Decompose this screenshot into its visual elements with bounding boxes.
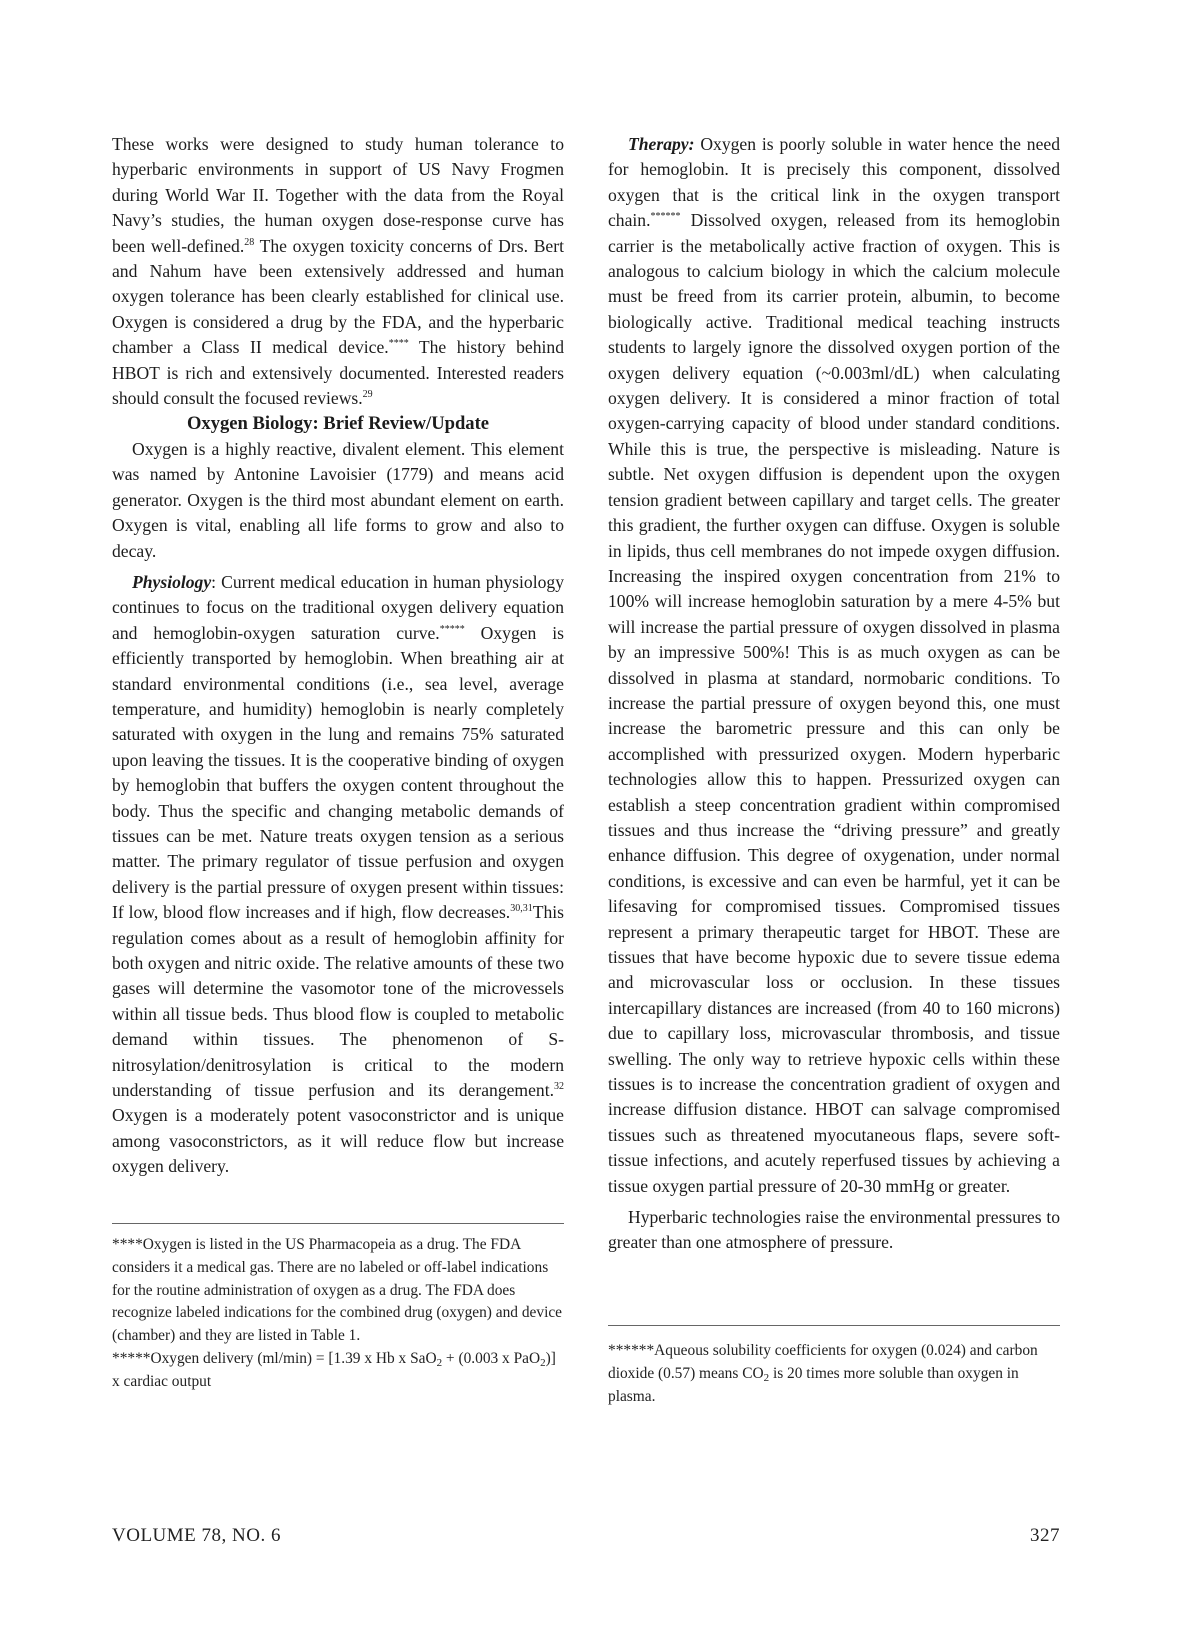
- text-run: Oxygen is a moderately potent vasoconstrictor and is unique among vasoconstrictors, as it will reduce flow but increase oxygen delivery.: [112, 1105, 564, 1177]
- body-paragraph: [608, 132, 1060, 1199]
- text-run: *****Oxygen delivery (ml/min) = [1.39 x Hb x SaO: [112, 1349, 437, 1367]
- text-run: These works were designed to study human tolerance to hyperbaric environments in support of US Navy Frogmen during World War II. Together with the data from the Royal Navy’s studies, the human oxygen dose-response curve has been well-defined.: [112, 134, 564, 256]
- text-run: Oxygen is poorly soluble in water hence the need for hemoglobin. It is precisely this component, dissolved oxygen that is the critical link in the oxygen transport chain.: [608, 134, 1060, 231]
- run-in-heading: Therapy:: [628, 134, 695, 154]
- text-run: + (0.003 x PaO: [442, 1349, 541, 1367]
- footnote-marker: ******: [650, 211, 681, 223]
- body-paragraph: Hyperbaric technologies raise the environmental pressures to greater than one atmosphere of pressure.: [608, 1207, 1060, 1253]
- footnote: [608, 1340, 1060, 1408]
- body-paragraph: [112, 570, 564, 1180]
- text-run: ******Aqueous solubility coefficients for oxygen (0.024) and carbon dioxide (0.57) means CO: [608, 1342, 1038, 1382]
- citation-ref: 29: [362, 389, 373, 401]
- footnote: ****Oxygen is listed in the US Pharmacopeia as a drug. The FDA considers it a medical gas. There are no labeled or off-label indications for the routine administration of oxygen as a drug. The FDA does recognize labeled indications for the combined drug (oxygen) and device (chamber) and they are listed in Table 1.: [112, 1236, 563, 1345]
- subscript: 2: [436, 1356, 443, 1369]
- text-run: is 20 times more soluble than oxygen in plasma.: [608, 1364, 1019, 1405]
- text-run: : Current medical education in human physiology continues to focus on the traditional oxygen delivery equation and hemoglobin-oxygen saturation curve.: [112, 571, 564, 643]
- citation-ref: 28: [244, 236, 255, 248]
- text-run: The history behind HBOT is rich and extensively documented. Interested readers should consult the focused reviews.: [112, 337, 564, 409]
- text-run: Oxygen is efficiently transported by hemoglobin. When breathing air at standard environmental conditions (i.e., sea level, average temperature, and humidity) hemoglobin is nearly completely saturated with oxygen in the lung and remains 75% saturated upon leaving the tissues. It is the cooperative binding of oxygen by hemoglobin that buffers the oxygen content throughout the body. Thus the specific and changing metabolic demands of tissues can be met. Nature treats oxygen tension as a serious matter. The primary regulator of tissue perfusion and oxygen delivery is the partial pressure of oxygen present within tissues: If low, blood flow increases and if high, flow decreases.: [112, 622, 564, 923]
- body-paragraph: [112, 132, 564, 411]
- body-paragraph: Oxygen is a highly reactive, divalent element. This element was named by Antonine Lavoisier (1779) and means acid generator. Oxygen is the third most abundant element on earth. Oxygen is vital, enabling all life forms to grow and also to decay.: [112, 438, 564, 561]
- footnote: [112, 1348, 564, 1394]
- citation-ref: 32: [554, 1081, 564, 1093]
- footnote-marker: *****: [439, 623, 465, 635]
- text-run: )] x cardiac output: [112, 1349, 556, 1390]
- text-run: The oxygen toxicity concerns of Drs. Bert and Nahum have been extensively addressed and human oxygen tolerance has been clearly established for clinical use. Oxygen is considered a drug by the FDA, and the hyperbaric chamber a Class II medical device.: [112, 235, 564, 358]
- subscript: 2: [763, 1371, 770, 1384]
- footnote-rule: [608, 1325, 1060, 1326]
- left-column: [112, 132, 564, 1180]
- citation-ref: 30,31: [510, 903, 533, 915]
- subscript: 2: [540, 1356, 546, 1369]
- footnotes-right: [608, 1340, 1060, 1408]
- footnotes-left: [112, 1234, 564, 1394]
- text-run: This regulation comes about as a result of hemoglobin affinity for both oxygen and nitric oxide. The relative amounts of these two gases will determine the vasomotor tone of the microvessels within all tissue beds. Thus blood flow is coupled to metabolic demand within tissues. The phenomenon of S-nitrosylation/denitrosylation is critical to the modern understanding of tissue perfusion and its derangement.: [112, 902, 564, 1101]
- text-run: Dissolved oxygen, released from its hemoglobin carrier is the metabolically active fraction of oxygen. This is analogous to calcium biology in which the calcium molecule must be freed from its carrier protein, albumin, to become biologically active. Traditional medical teaching instructs students to largely ignore the dissolved oxygen portion of the oxygen delivery equation (~0.003ml/dL) when calculating oxygen delivery. It is considered a minor fraction of total oxygen-carrying capacity of blood under standard conditions. While this is true, the perspective is misleading. Nature is subtle. Net oxygen diffusion is dependent upon the oxygen tension gradient between capillary and target cells. The greater this gradient, the further oxygen can diffuse. Oxygen is soluble in lipids, thus cell membranes do not impede oxygen diffusion. Increasing the inspired oxygen concentration from 21% to 100% will increase hemoglobin saturation by a mere 4-5% but will increase the partial pressure of oxygen dissolved in plasma by an impressive 500%! This is as much oxygen as can be dissolved in plasma at standard, normobaric conditions. To increase the partial pressure of oxygen beyond this, one must increase the barometric pressure and this can only be accomplished with pressurized oxygen. Modern hyperbaric technologies allow this to happen. Pressurized oxygen can establish a steep concentration gradient within compromised tissues and thus increase the “driving pressure” and greatly enhance diffusion. This degree of oxygenation, under normal conditions, is excessive and can even be harmful, yet it can be lifesaving for compromised tissues. Compromised tissues represent a primary therapeutic target for HBOT. These are tissues that have become hypoxic due to severe tissue edema and microvascular loss or occlusion. In these tissues intercapillary distances are increased (from 40 to 160 microns) due to capillary loss, microvascular thrombosis, and tissue swelling. The only way to retrieve hypoxic cells within these tissues is to increase the concentration gradient of oxygen and increase diffusion distance. HBOT can salvage compromised tissues such as threatened myocutaneous flaps, severe soft-tissue infections, and acutely reperfused tissues by achieving a tissue oxygen partial pressure of 20-30 mmHg or greater.: [608, 210, 1060, 1196]
- run-in-heading: Physiology: [132, 571, 212, 592]
- footnote-marker: ****: [388, 338, 409, 350]
- page-number: 327: [1030, 1525, 1060, 1546]
- footnote-rule: [112, 1223, 564, 1224]
- right-column: [608, 132, 1060, 1256]
- journal-volume: VOLUME 78, NO. 6: [112, 1525, 281, 1546]
- section-heading: Oxygen Biology: Brief Review/Update: [186, 413, 490, 435]
